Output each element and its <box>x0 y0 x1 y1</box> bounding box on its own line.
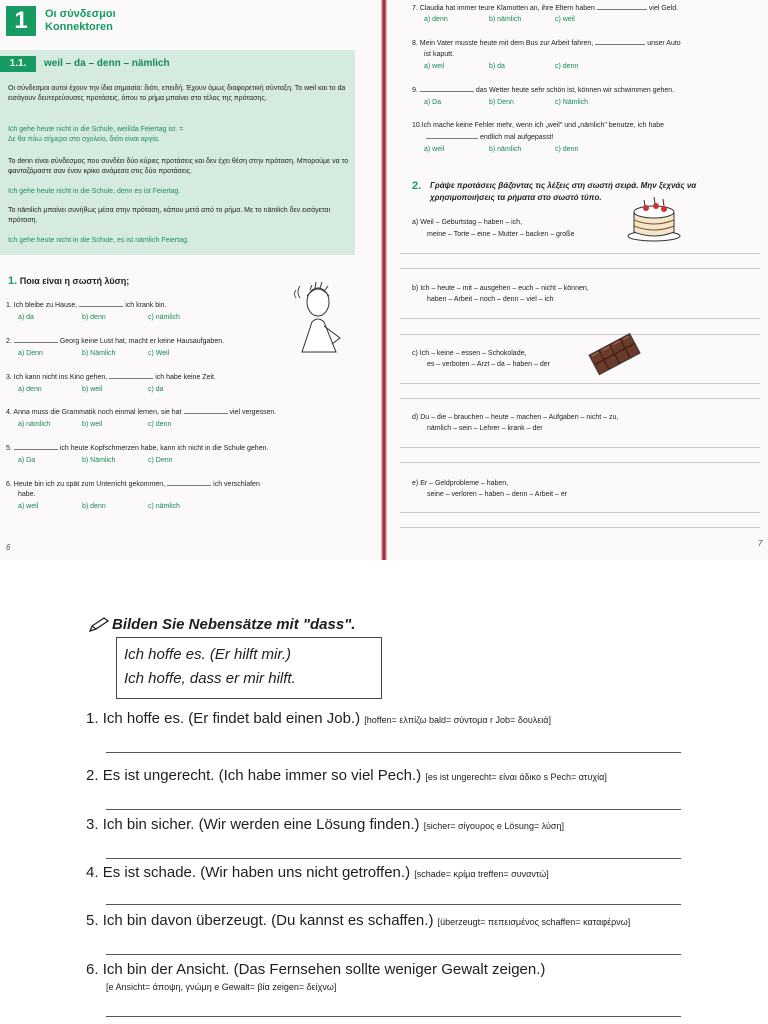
option-c[interactable]: c) Weil <box>148 350 170 357</box>
option-a[interactable]: a) Da <box>18 457 36 464</box>
item-number: 7. <box>412 5 418 12</box>
option-a[interactable]: a) da <box>18 314 34 321</box>
option-c[interactable]: c) denn <box>555 63 579 70</box>
option-a[interactable]: a) Da <box>424 99 442 106</box>
writing-line[interactable] <box>400 512 760 513</box>
option-b[interactable]: b) nämlich <box>489 146 522 153</box>
word-list-line-1: Ich – heute – mit – ausgehen – euch – nicht – können, <box>420 285 589 292</box>
chapter-title-german: Konnektoren <box>45 21 113 33</box>
item-number: 1. <box>6 302 12 309</box>
theory-example-3: Ich gehe heute nicht in die Schule, es ist nämlich Feiertag. <box>8 237 189 244</box>
item-sentence: Ich bin der Ansicht. (Das Fernsehen sollte weniger Gewalt zeigen.) <box>102 961 546 978</box>
writing-line[interactable] <box>400 383 760 384</box>
answer-line[interactable] <box>106 954 681 955</box>
option-c[interactable]: c) denn <box>148 421 172 428</box>
option-a[interactable]: a) Denn <box>18 350 43 357</box>
item-number: 6. <box>86 961 99 978</box>
exercise-2-title-line-2: χρησιμοποιήσεις τα ρήματα στο σωστό τύπο. <box>430 193 602 202</box>
item-text-before: Ich kann nicht ins Kino gehen, <box>13 374 108 381</box>
exercise-2-item <box>412 219 522 226</box>
option-b[interactable]: b) Nämlich <box>82 457 116 464</box>
exercise-1-item <box>412 122 664 129</box>
answer-blank[interactable] <box>14 342 58 343</box>
right-page <box>386 0 768 560</box>
writing-line[interactable] <box>400 268 760 269</box>
item-sentence: Ich hoffe es. (Er findet bald einen Job.) <box>102 710 361 727</box>
item-text-before: Heute bin ich zu spät zum Unterricht gekommen, <box>13 481 166 488</box>
option-a[interactable]: a) denn <box>424 16 448 23</box>
item-sentence: Ich bin davon überzeugt. (Du kannst es schaffen.) <box>102 912 434 929</box>
theory-example-1: Ich gehe heute nicht in die Schule, weil/da Feiertag ist. = <box>8 126 184 133</box>
worksheet-item <box>86 767 607 784</box>
item-gloss: [hoffen= ελπίζω bald= σύντομα r Job= δουλειά] <box>364 715 551 725</box>
answer-blank[interactable] <box>597 9 647 10</box>
item-letter: d) <box>412 414 419 421</box>
book-spine <box>381 0 387 560</box>
item-text-before: Anna muss die Grammatik noch einmal lernen, sie hat <box>13 409 182 416</box>
answer-line[interactable] <box>106 809 681 810</box>
option-c[interactable]: c) denn <box>555 146 579 153</box>
pencil-icon <box>88 617 110 633</box>
item-gloss: [schade= κρίμα treffen= συναντώ] <box>414 869 549 879</box>
item-number: 3. <box>86 816 99 833</box>
word-list-line-1: Du – die – brauchen – heute – machen – Aufgaben – nicht – zu, <box>420 414 619 421</box>
item-text-after: ich verschlafen <box>213 481 260 488</box>
item-text-after: ich habe keine Zeit. <box>155 374 216 381</box>
option-b[interactable]: b) Nämlich <box>82 350 116 357</box>
answer-blank[interactable] <box>109 378 153 379</box>
birthday-cake-illustration <box>626 196 682 242</box>
option-c[interactable]: c) da <box>148 386 164 393</box>
option-c[interactable]: c) Denn <box>148 457 173 464</box>
writing-line[interactable] <box>400 398 760 399</box>
item-letter: e) <box>412 480 419 487</box>
theory-example-1-greek: Δε θα πάω σήμερα στο σχολείο, διότι είναι αργία. <box>8 136 160 143</box>
option-a[interactable]: a) denn <box>18 386 42 393</box>
exercise-1-item <box>6 409 276 416</box>
writing-line[interactable] <box>400 253 760 254</box>
option-a[interactable]: a) weil <box>424 146 445 153</box>
option-a[interactable]: a) weil <box>424 63 445 70</box>
word-list-line-2: es – verboten – Arzt – da – haben – der <box>427 361 550 368</box>
item-gloss: [es ist ungerecht= είναι άδικο s Pech= ατυχία] <box>425 772 607 782</box>
answer-line[interactable] <box>106 858 681 859</box>
item-text-before: Ich mache keine Fehler mehr, wenn ich „weil" und „nämlich" benutze, ich habe <box>421 122 665 129</box>
option-b[interactable]: b) denn <box>82 503 106 510</box>
item-number: 2. <box>86 767 99 784</box>
page-number-left: 6 <box>6 543 11 552</box>
example-line-2: Ich hoffe, dass er mir hilft. <box>124 670 296 687</box>
word-list-line-1: Er – Geldprobleme – haben, <box>420 480 509 487</box>
answer-blank[interactable] <box>420 91 474 92</box>
item-gloss: [sicher= σίγουρος e Lösung= λύση] <box>423 821 564 831</box>
item-sentence: Es ist ungerecht. (Ich habe immer so viel Pech.) <box>102 767 422 784</box>
example-line-1: Ich hoffe es. (Er hilft mir.) <box>124 646 291 663</box>
exercise-1-item <box>412 87 674 94</box>
exercise-1-item <box>6 302 166 309</box>
item-text-after: das Wetter heute sehr schön ist, können wir schwimmen gehen. <box>475 87 675 94</box>
item-number: 10. <box>412 122 422 129</box>
option-c[interactable]: c) nämlich <box>148 503 180 510</box>
item-continuation: ist kaputt. <box>424 51 454 58</box>
exercise-1-item <box>6 481 260 488</box>
option-b[interactable]: b) nämlich <box>489 16 522 23</box>
item-number: 6. <box>6 481 12 488</box>
option-b[interactable]: b) Denn <box>489 99 514 106</box>
item-text-before: Claudia hat immer teure Klamotten an, ihre Eltern haben <box>419 5 595 12</box>
word-list-line-1: Ich – keine – essen – Schokolade, <box>419 350 527 357</box>
item-text-after: Georg keine Lust hat, macht er keine Hausaufgaben. <box>59 338 225 345</box>
exercise-2-title-line-1: Γράψε προτάσεις βάζοντας τις λέξεις στη σωστή σειρά. Μην ξεχνάς να <box>430 181 697 190</box>
writing-line[interactable] <box>400 462 760 463</box>
word-list-line-2: seine – verloren – haben – denn – Arbeit – er <box>427 491 568 498</box>
worksheet-item <box>86 961 545 978</box>
item-letter: a) <box>412 219 419 226</box>
exercise-1-item <box>412 5 678 12</box>
word-list-line-2: nämlich – sein – Lehrer – krank – der <box>427 425 543 432</box>
item-text-after: viel Geld. <box>648 5 679 12</box>
exercise-1-number: 1. <box>8 275 18 287</box>
item-text-after: ich heute Kopfschmerzen habe, kann ich nicht in die Schule gehen. <box>59 445 269 452</box>
writing-line[interactable] <box>400 318 760 319</box>
section-title: weil – da – denn – nämlich <box>44 58 170 69</box>
theory-paragraph-2: Το denn είναι σύνδεσμος που συνδέει δύο κύριες προτάσεις και δεν έχει θέση στην πρόταση. Μπορούμε να το φανταζόμαστε σαν έναν κρίκο ανάμεσα στις δύο προτάσεις. <box>8 158 349 175</box>
item-text-before: Mein Vater musste heute mit dem Bus zur Arbeit fahren, <box>419 40 594 47</box>
writing-line[interactable] <box>400 334 760 335</box>
word-list-line-2: haben – Arbeit – noch – denn – viel – ich <box>427 296 554 303</box>
option-a[interactable]: a) nämlich <box>18 421 51 428</box>
option-c[interactable]: c) Nämlich <box>555 99 589 106</box>
exercise-1-item <box>6 445 268 452</box>
exercise-1-item <box>6 374 216 381</box>
theory-paragraph-1: Οι σύνδεσμοι αυτοί έχουν την ίδια σημασία: διότι, επειδή. Έχουν όμως διαφορετική σύνταξη. Το weil και το da εισάγουν δευτερεύουσες προτάσεις, όπου το ρήμα μπαίνει στο τέλος της πρότασης. <box>8 85 346 102</box>
option-b[interactable]: b) weil <box>82 386 103 393</box>
worksheet-heading: Bilden Sie Nebensätze mit "dass". <box>112 616 356 633</box>
item-number: 5. <box>86 912 99 929</box>
option-c[interactable]: c) weil <box>555 16 575 23</box>
worksheet-item <box>86 816 564 833</box>
option-b[interactable]: b) denn <box>82 314 106 321</box>
answer-line[interactable] <box>106 1016 681 1017</box>
item-number: 4. <box>6 409 12 416</box>
worksheet-item <box>86 710 551 727</box>
writing-line[interactable] <box>400 447 760 448</box>
chocolate-bar-illustration <box>586 333 644 377</box>
answer-blank[interactable] <box>595 44 645 45</box>
chapter-title-greek: Οι σύνδεσμοι <box>45 8 116 20</box>
option-a[interactable]: a) weil <box>18 503 39 510</box>
item-number: 8. <box>412 40 418 47</box>
item-sentence: Es ist schade. (Wir haben uns nicht getroffen.) <box>102 864 411 881</box>
item-number: 4. <box>86 864 99 881</box>
worksheet-item <box>86 912 630 929</box>
item-text-after: endlich mal aufgepasst! <box>480 134 554 141</box>
exercise-1-item <box>6 338 224 345</box>
word-list-line-1: Weil – Geburtstag – haben – ich, <box>420 219 523 226</box>
exercise-1-heading <box>8 275 129 287</box>
theory-paragraph-3: Το nämlich μπαίνει συνήθως μέσα στην πρόταση, κάπου μετά από το ρήμα. Με το nämlich δεν εισάγεται πρόταση. <box>8 207 331 224</box>
theory-example-2: Ich gehe heute nicht in die Schule, denn es ist Feiertag. <box>8 188 181 195</box>
item-text-before: Ich bleibe zu Hause, <box>13 302 78 309</box>
chapter-number-badge: 1 <box>6 6 36 36</box>
answer-blank[interactable] <box>79 306 123 307</box>
answer-line[interactable] <box>106 752 681 753</box>
item-continuation <box>424 134 554 141</box>
answer-blank[interactable] <box>426 138 478 139</box>
option-b[interactable]: b) weil <box>82 421 103 428</box>
answer-blank[interactable] <box>184 413 228 414</box>
answer-blank[interactable] <box>14 449 58 450</box>
item-number: 1. <box>86 710 99 727</box>
exercise-2-item <box>412 285 589 292</box>
exercise-2-item <box>412 414 618 421</box>
exercise-1-item <box>412 40 681 47</box>
exercise-2-item <box>412 350 526 357</box>
exercise-2-item <box>412 480 508 487</box>
answer-line[interactable] <box>106 904 681 905</box>
item-number: 9. <box>412 87 418 94</box>
exercise-2-number: 2. <box>412 180 422 192</box>
thinking-boy-illustration <box>292 282 348 366</box>
item-letter: b) <box>412 285 419 292</box>
writing-line[interactable] <box>400 527 760 528</box>
exercise-1-title: Ποια είναι η σωστή λύση; <box>19 276 130 286</box>
item-number: 3. <box>6 374 12 381</box>
option-b[interactable]: b) da <box>489 63 505 70</box>
word-list-line-2: meine – Torte – eine – Mutter – backen – große <box>427 231 575 238</box>
page-number-right: 7 <box>758 539 763 548</box>
item-gloss: [e Ansicht= άποψη, γνώμη e Gewalt= βία zeigen= δείχνω] <box>106 982 337 992</box>
option-c[interactable]: c) nämlich <box>148 314 180 321</box>
item-text-after: ich krank bin. <box>125 302 167 309</box>
item-continuation: habe. <box>18 491 36 498</box>
answer-blank[interactable] <box>167 485 211 486</box>
item-text-after: unser Auto <box>647 40 681 47</box>
item-letter: c) <box>412 350 418 357</box>
item-number: 2. <box>6 338 12 345</box>
worksheet-item <box>86 864 549 881</box>
item-number: 5. <box>6 445 12 452</box>
item-text-after: viel vergessen. <box>229 409 277 416</box>
item-sentence: Ich bin sicher. (Wir werden eine Lösung finden.) <box>102 816 420 833</box>
item-gloss: [überzeugt= πεπεισμένος schaffen= καταφέρνω] <box>437 917 631 927</box>
section-number: 1.1. <box>0 56 36 72</box>
